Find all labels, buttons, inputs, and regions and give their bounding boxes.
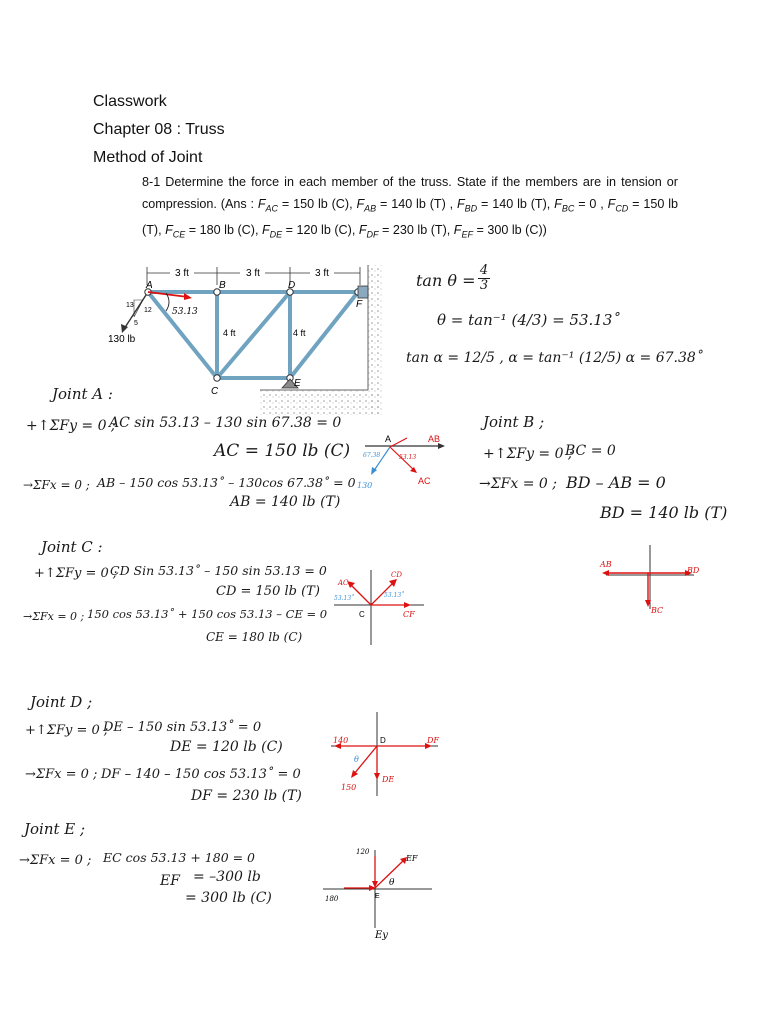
truss-members xyxy=(148,292,358,378)
answer-subscript: DF xyxy=(366,229,379,240)
title-method: Method of Joint xyxy=(93,149,203,166)
joint-e-fx-eq: EC cos 53.13 + 180 = 0 xyxy=(103,850,256,865)
answer-value: = 300 lb (C)) xyxy=(473,222,547,237)
answer-symbol: F xyxy=(358,222,367,237)
fbd-c-ang1: 53.13˚ xyxy=(334,595,355,602)
answer-value: = 180 lb (C), xyxy=(185,222,259,237)
frac-numerator: 4 xyxy=(479,263,489,278)
fbd-d-df: DF xyxy=(427,736,439,745)
fbd-a-ang1: 67.38 xyxy=(363,452,381,459)
tan-alpha-equation: tan α = 12/5 , α = tan⁻¹ (12/5) α = 67.38˚ xyxy=(406,350,703,366)
node-d: D xyxy=(288,280,296,291)
fbd-e-node: E xyxy=(375,893,380,900)
node-f: F xyxy=(356,299,363,310)
joint-a-fy-eq: AC sin 53.13 – 130 sin 67.38 = 0 xyxy=(109,415,342,431)
slope-12: 12 xyxy=(144,307,152,314)
node-b: B xyxy=(219,280,226,291)
answer-value: = 150 lb (T), xyxy=(142,196,679,237)
ground xyxy=(260,390,382,415)
joint-d-title: Joint D ; xyxy=(30,693,93,711)
joint-a-fbd xyxy=(355,430,455,500)
joint-b-bd-result: BD = 140 lb (T) xyxy=(600,503,728,522)
joint-a-title: Joint A : xyxy=(52,385,113,403)
answer-subscript: DE xyxy=(269,229,283,240)
joint-c-title: Joint C : xyxy=(41,538,103,556)
tan-theta-fraction xyxy=(477,264,491,293)
answer-subscript: AB xyxy=(364,203,377,214)
answer-subscript: CE xyxy=(172,229,186,240)
answer-symbol: F xyxy=(607,196,616,211)
answer-item xyxy=(356,196,454,214)
slope-5: 5 xyxy=(134,320,138,327)
dim-label-1: 3 ft xyxy=(175,268,189,279)
fbd-c-cf: CF xyxy=(403,610,415,619)
fbd-b-bd: BD xyxy=(687,566,700,575)
joint-c-ce-result: CE = 180 lb (C) xyxy=(206,630,303,644)
joint-d-de-result: DE = 120 lb (C) xyxy=(170,739,283,755)
joint-d-fy-label: +↑ΣFy = 0 ; xyxy=(25,723,109,738)
answer-item xyxy=(257,196,353,214)
fbd-c-ac: AC xyxy=(338,579,349,587)
joint-b-fbd xyxy=(596,543,708,623)
support-f xyxy=(358,286,368,298)
theta-equation: θ = tan⁻¹ (4/3) = 53.13˚ xyxy=(437,311,620,329)
fbd-e-120: 120 xyxy=(356,848,370,856)
joint-a-fy-label: +↑ΣFy = 0 ; xyxy=(26,418,116,434)
fbd-b-ab: AB xyxy=(600,560,612,569)
joint-e-ef-val2: = 300 lb (C) xyxy=(185,890,272,906)
answer-item xyxy=(453,222,547,240)
dim-4ft-2: 4 ft xyxy=(293,328,306,338)
joint-b-fx-eq: BD – AB = 0 xyxy=(566,473,666,492)
joint-d-fx-eq: DF – 140 – 150 cos 53.13˚ = 0 xyxy=(101,767,301,782)
joint-c-fx-label: →ΣFx = 0 ; xyxy=(23,610,85,623)
problem-text: Determine the force in each member of the truss. State if the members are in tension or compression. xyxy=(142,175,678,211)
fbd-d-theta: θ xyxy=(354,755,359,764)
joint-e-title: Joint E ; xyxy=(24,820,86,838)
answer-item xyxy=(554,196,604,214)
fbd-d-node: D xyxy=(380,736,386,745)
joint-a-fx-eq: AB – 150 cos 53.13˚ – 130cos 67.38˚ = 0 xyxy=(97,475,356,490)
fbd-e-ef: EF xyxy=(406,854,418,863)
slope-13: 13 xyxy=(126,302,134,309)
answer-value: = 140 lb (T) , xyxy=(376,196,454,211)
joint-d-fbd xyxy=(326,710,444,802)
fbd-e-theta: θ xyxy=(389,878,395,888)
answer-symbol: F xyxy=(257,196,266,211)
answer-value: = 230 lb (T), xyxy=(378,222,451,237)
dim-label-3: 3 ft xyxy=(315,268,329,279)
truss-figure xyxy=(100,255,390,420)
answer-symbol: F xyxy=(453,222,462,237)
joint-e-fx-label: →ΣFx = 0 ; xyxy=(19,853,92,868)
answer-symbol: F xyxy=(356,196,365,211)
dim-4ft-1: 4 ft xyxy=(223,328,236,338)
answer-symbol: F xyxy=(554,196,562,211)
fbd-a-node: A xyxy=(385,434,392,444)
joint-b-fy-eq: BC = 0 xyxy=(565,443,616,459)
joint-c-fx-eq: 150 cos 53.13˚ + 150 cos 53.13 – CE = 0 xyxy=(87,607,328,621)
answer-subscript: BC xyxy=(561,203,575,214)
answer-item xyxy=(261,222,356,240)
fbd-c-node: C xyxy=(359,610,365,619)
joint-c-fbd xyxy=(329,565,429,653)
joint-a-ac-result: AC = 150 lb (C) xyxy=(214,441,351,461)
node-c: C xyxy=(211,386,219,397)
load-label: 130 lb xyxy=(108,334,136,345)
joint-c-fy-label: +↑ΣFy = 0 ; xyxy=(34,566,118,581)
fbd-a-ac: AC xyxy=(418,476,431,486)
joint-a-fx-label: →ΣFx = 0 ; xyxy=(23,478,90,492)
problem-number: 8-1 xyxy=(142,175,161,189)
joint-e-fbd xyxy=(318,840,438,948)
fbd-e-180: 180 xyxy=(325,895,339,903)
answers-intro: (Ans : xyxy=(220,196,254,211)
problem-statement xyxy=(93,172,678,246)
angle-mark: 53.13 xyxy=(172,307,198,317)
fbd-e-ey: Ey xyxy=(375,930,388,941)
title-chapter: Chapter 08 : Truss xyxy=(93,121,225,138)
node-a: A xyxy=(146,280,153,291)
fbd-d-140: 140 xyxy=(333,736,349,745)
joint-d-fy-eq: DE – 150 sin 53.13˚ = 0 xyxy=(103,720,262,735)
fbd-d-150: 150 xyxy=(341,783,357,792)
fbd-b-bc: BC xyxy=(651,606,664,615)
joint-b-fy-label: +↑ΣFy = 0 ; xyxy=(483,446,573,462)
joint-d-df-result: DF = 230 lb (T) xyxy=(191,788,302,804)
answer-item xyxy=(358,222,451,240)
joint-b-title: Joint B ; xyxy=(483,413,545,431)
answer-value: = 150 lb (C), xyxy=(278,196,353,211)
answer-subscript: AC xyxy=(265,203,279,214)
joint-a-ab-result: AB = 140 lb (T) xyxy=(230,494,341,510)
joint-e-ef-label: EF xyxy=(160,873,180,889)
fbd-c-ang2: 53.13˚ xyxy=(384,592,405,599)
joint-e-ef-val1: = –300 lb xyxy=(193,869,261,885)
answer-value: = 140 lb (T), xyxy=(477,196,551,211)
fbd-a-load: 130 xyxy=(357,481,373,490)
frac-denominator: 3 xyxy=(479,278,489,293)
joint-b-fx-label: →ΣFx = 0 ; xyxy=(479,476,557,492)
joint-c-fy-eq: CD Sin 53.13˚ – 150 sin 53.13 = 0 xyxy=(110,563,327,578)
fbd-c-cd: CD xyxy=(391,571,402,579)
answer-symbol: F xyxy=(261,222,270,237)
dim-label-2: 3 ft xyxy=(246,268,260,279)
node-e: E xyxy=(294,378,301,389)
answer-item xyxy=(456,196,551,214)
fbd-d-de: DE xyxy=(382,775,395,784)
joint-d-fx-label: →ΣFx = 0 ; xyxy=(25,767,98,782)
answer-value: = 120 lb (C), xyxy=(282,222,356,237)
fbd-a-ab: AB xyxy=(428,434,441,444)
answer-subscript: CD xyxy=(615,203,629,214)
answer-symbol: F xyxy=(456,196,465,211)
answer-subscript: BD xyxy=(464,203,478,214)
joint-c-cd-result: CD = 150 lb (T) xyxy=(216,584,320,599)
answer-symbol: F xyxy=(165,222,173,237)
answer-value: = 0 , xyxy=(574,196,604,211)
answer-item xyxy=(165,222,259,240)
title-classwork: Classwork xyxy=(93,93,167,110)
answer-subscript: EF xyxy=(461,229,474,240)
fbd-a-ang2: 53.13 xyxy=(399,454,417,461)
tan-theta: tan θ = xyxy=(416,271,476,290)
